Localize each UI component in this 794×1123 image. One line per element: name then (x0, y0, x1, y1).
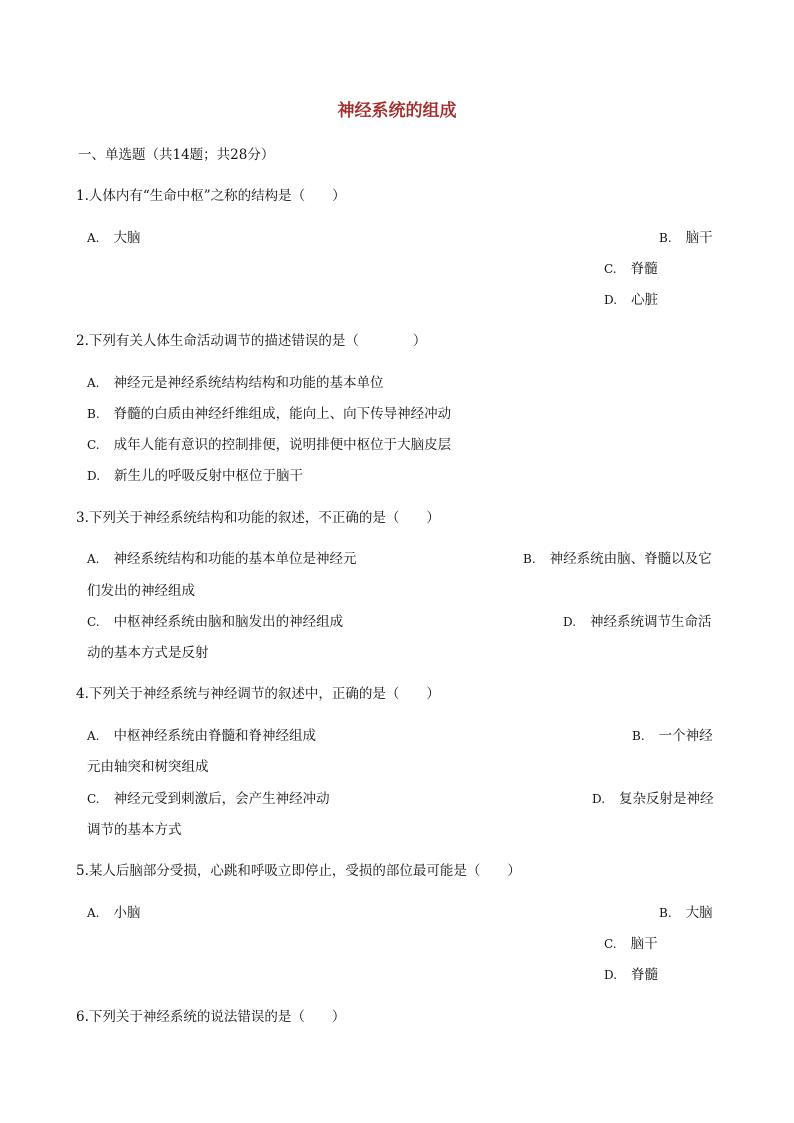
question-3-option-d[interactable] (563, 612, 712, 632)
option-text: 心脏 (631, 292, 659, 308)
question-3-option-d-continued: 动的基本方式是反射 (87, 645, 209, 661)
option-text: 神经元是神经系统结构结构和功能的基本单位 (113, 375, 384, 391)
option-label: A. (87, 231, 100, 245)
option-text: 新生儿的呼吸反射中枢位于脑干 (114, 468, 304, 484)
option-label: A. (87, 906, 100, 920)
question-4-option-b[interactable] (632, 726, 713, 746)
option-label: A. (87, 552, 100, 566)
option-label: B. (87, 407, 100, 421)
question-5-stem: 5.某人后脑部分受损，心跳和呼吸立即停止，受损的部位最可能是（ ） (76, 863, 521, 879)
option-label: B. (632, 729, 645, 743)
option-text: 一个神经 (658, 728, 713, 744)
question-6-stem: 6.下列关于神经系统的说法错误的是（ ） (76, 1009, 346, 1025)
question-4-option-c[interactable] (87, 789, 330, 809)
option-label: A. (87, 376, 100, 390)
option-label: C. (87, 792, 100, 806)
option-text: 小脑 (113, 905, 141, 921)
option-text: 成年人能有意识的控制排便，说明排便中枢位于大脑皮层 (113, 437, 452, 453)
option-label: C. (87, 615, 100, 629)
option-text: 脊髓 (630, 261, 658, 277)
question-1-stem: 1.人体内有“生命中枢”之称的结构是（ ） (76, 188, 346, 204)
question-3-option-b[interactable] (523, 549, 712, 569)
option-text: 神经系统调节生命活 (590, 614, 712, 630)
option-label: C. (604, 262, 617, 276)
option-text: 脑干 (685, 230, 713, 246)
question-4-option-d[interactable] (592, 789, 714, 809)
question-4-option-b-continued: 元由轴突和树突组成 (87, 759, 209, 775)
option-label: D. (604, 293, 618, 307)
question-4-stem: 4.下列关于神经系统与神经调节的叙述中，正确的是（ ） (76, 686, 440, 702)
question-1-option-c[interactable] (604, 259, 658, 279)
page-title: 神经系统的组成 (337, 101, 457, 121)
question-4-option-a[interactable] (87, 726, 316, 746)
question-5-option-c[interactable] (604, 934, 658, 954)
option-text: 复杂反射是神经 (619, 791, 714, 807)
option-label: C. (87, 438, 100, 452)
question-3-option-c[interactable] (87, 612, 343, 632)
question-5-option-d[interactable] (604, 965, 658, 985)
option-label: C. (604, 937, 617, 951)
option-label: A. (87, 729, 100, 743)
option-text: 脊髓 (631, 967, 659, 983)
option-label: B. (659, 906, 672, 920)
option-text: 中枢神经系统由脊髓和脊神经组成 (113, 728, 316, 744)
question-2-option-d[interactable] (87, 466, 303, 486)
option-label: D. (592, 792, 606, 806)
question-4-option-d-continued: 调节的基本方式 (87, 822, 182, 838)
option-text: 大脑 (685, 905, 713, 921)
question-1-option-a[interactable] (87, 228, 140, 248)
question-2-option-a[interactable] (87, 373, 383, 393)
section-heading: 一、单选题（共14题；共28分） (78, 147, 275, 163)
question-2-option-c[interactable] (87, 435, 451, 455)
option-label: D. (563, 615, 577, 629)
option-text: 神经系统结构和功能的基本单位是神经元 (113, 551, 357, 567)
option-label: B. (523, 552, 536, 566)
question-3-stem: 3.下列关于神经系统结构和功能的叙述，不正确的是（ ） (76, 510, 440, 526)
option-text: 中枢神经系统由脑和脑发出的神经组成 (113, 614, 344, 630)
option-text: 脊髓的白质由神经纤维组成，能向上、向下传导神经冲动 (113, 406, 452, 422)
option-text: 脑干 (630, 936, 658, 952)
question-2-stem: 2.下列有关人体生命活动调节的描述错误的是（ ） (76, 333, 427, 349)
question-2-option-b[interactable] (87, 404, 451, 424)
option-label: D. (604, 968, 618, 982)
option-label: D. (87, 469, 101, 483)
question-1-option-b[interactable] (659, 228, 713, 248)
question-3-option-a[interactable] (87, 549, 356, 569)
option-label: B. (659, 231, 672, 245)
question-5-option-b[interactable] (659, 903, 713, 923)
question-3-option-b-continued: 们发出的神经组成 (87, 583, 195, 599)
option-text: 神经元受到刺激后，会产生神经冲动 (113, 791, 330, 807)
option-text: 神经系统由脑、脊髓以及它 (549, 551, 712, 567)
question-1-option-d[interactable] (604, 290, 658, 310)
question-5-option-a[interactable] (87, 903, 140, 923)
option-text: 大脑 (113, 230, 141, 246)
